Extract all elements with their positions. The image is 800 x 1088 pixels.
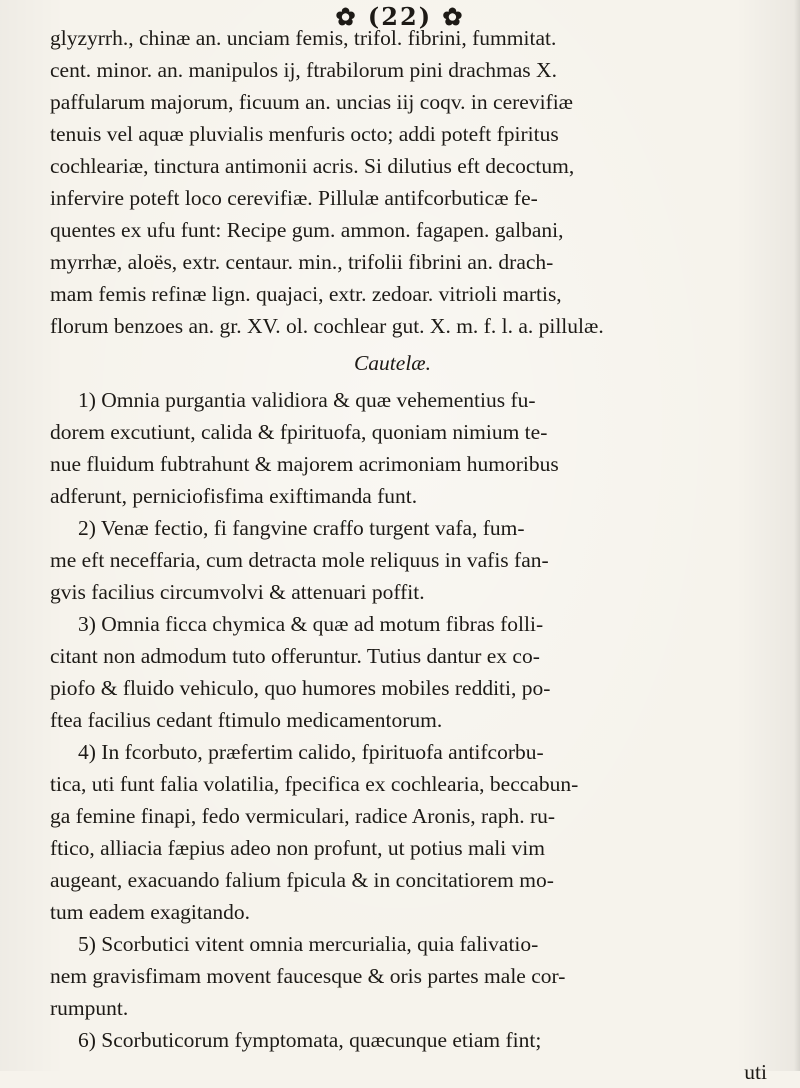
page-number-header: ✿ (22) ✿ (335, 2, 465, 31)
text-line: me eft neceffaria, cum detracta mole reliquus in vafis fan- (50, 548, 549, 572)
text-line: mam femis refinæ lign. quajaci, extr. zedoar. vitrioli martis, (50, 282, 562, 306)
caution-1-line: 1) Omnia purgantia validiora & quæ vehementius fu- (78, 388, 536, 412)
text-line: rumpunt. (50, 996, 129, 1020)
text-line: ga femine finapi, fedo vermiculari, radice Aronis, raph. ru- (50, 804, 556, 828)
caution-5-line: 5) Scorbutici vitent omnia mercurialia, quia falivatio- (78, 932, 539, 956)
text-line: tum eadem exagitando. (50, 900, 250, 924)
text-line: paffularum majorum, ficuum an. uncias iij coqv. in cerevifiæ (50, 90, 574, 114)
caution-4-line: 4) In fcorbuto, præfertim calido, fpirituofa antifcorbu- (78, 740, 544, 764)
text-line: ftico, alliacia fæpius adeo non profunt, ut potius mali vim (50, 836, 546, 860)
caution-3-line: 3) Omnia ficca chymica & quæ ad motum fibras folli- (78, 612, 544, 636)
text-line: tenuis vel aquæ pluvialis menfuris octo; addi poteft fpiritus (50, 122, 559, 146)
text-line: florum benzoes an. gr. XV. ol. cochlear gut. X. m. f. l. a. pillulæ. (50, 314, 604, 338)
text-line: citant non admodum tuto offeruntur. Tutius dantur ex co- (50, 644, 540, 668)
catchword: uti (744, 1060, 767, 1084)
page-text-block (50, 22, 785, 1088)
text-line: myrrhæ, aloës, extr. centaur. min., trifolii fibrini an. drach- (50, 250, 554, 274)
text-line: ftea facilius cedant ftimulo medicamentorum. (50, 708, 443, 732)
cautions-list (50, 384, 785, 1088)
text-line: piofo & fluido vehiculo, quo humores mobiles redditi, po- (50, 676, 551, 700)
caution-2-line: 2) Venæ fectio, fi fangvine craffo turgent vafa, fum- (78, 516, 525, 540)
text-line: tica, uti funt falia volatilia, fpecifica ex cochlearia, beccabun- (50, 772, 579, 796)
text-line: cent. minor. an. manipulos ij, ftrabilorum pini drachmas X. (50, 58, 557, 82)
text-line: cochleariæ, tinctura antimonii acris. Si dilutius eft decoctum, (50, 154, 575, 178)
text-line: glyzyrrh., chinæ an. unciam femis, trifol. fibrini, fummitat. (50, 26, 557, 50)
text-line: nue fluidum fubtrahunt & majorem acrimoniam humoribus (50, 452, 559, 476)
recipe-paragraph (50, 22, 785, 342)
page-edge-shadow (794, 0, 800, 1071)
text-line: adferunt, perniciofisfima exiftimanda funt. (50, 484, 418, 508)
text-line: gvis facilius circumvolvi & attenuari poffit. (50, 580, 425, 604)
text-line: infervire poteft loco cerevifiæ. Pillulæ antifcorbuticæ fe- (50, 186, 538, 210)
text-line: quentes ex ufu funt: Recipe gum. ammon. fagapen. galbani, (50, 218, 564, 242)
caution-6-line: 6) Scorbuticorum fymptomata, quæcunque etiam fint; (78, 1028, 542, 1052)
text-line: nem gravisfimam movent faucesque & oris partes male cor- (50, 964, 566, 988)
text-line: dorem excutiunt, calida & fpirituofa, quoniam nimium te- (50, 420, 548, 444)
section-title: Cautelæ. (353, 351, 432, 375)
text-line: augeant, exacuando falium fpicula & in concitatiorem mo- (50, 868, 554, 892)
